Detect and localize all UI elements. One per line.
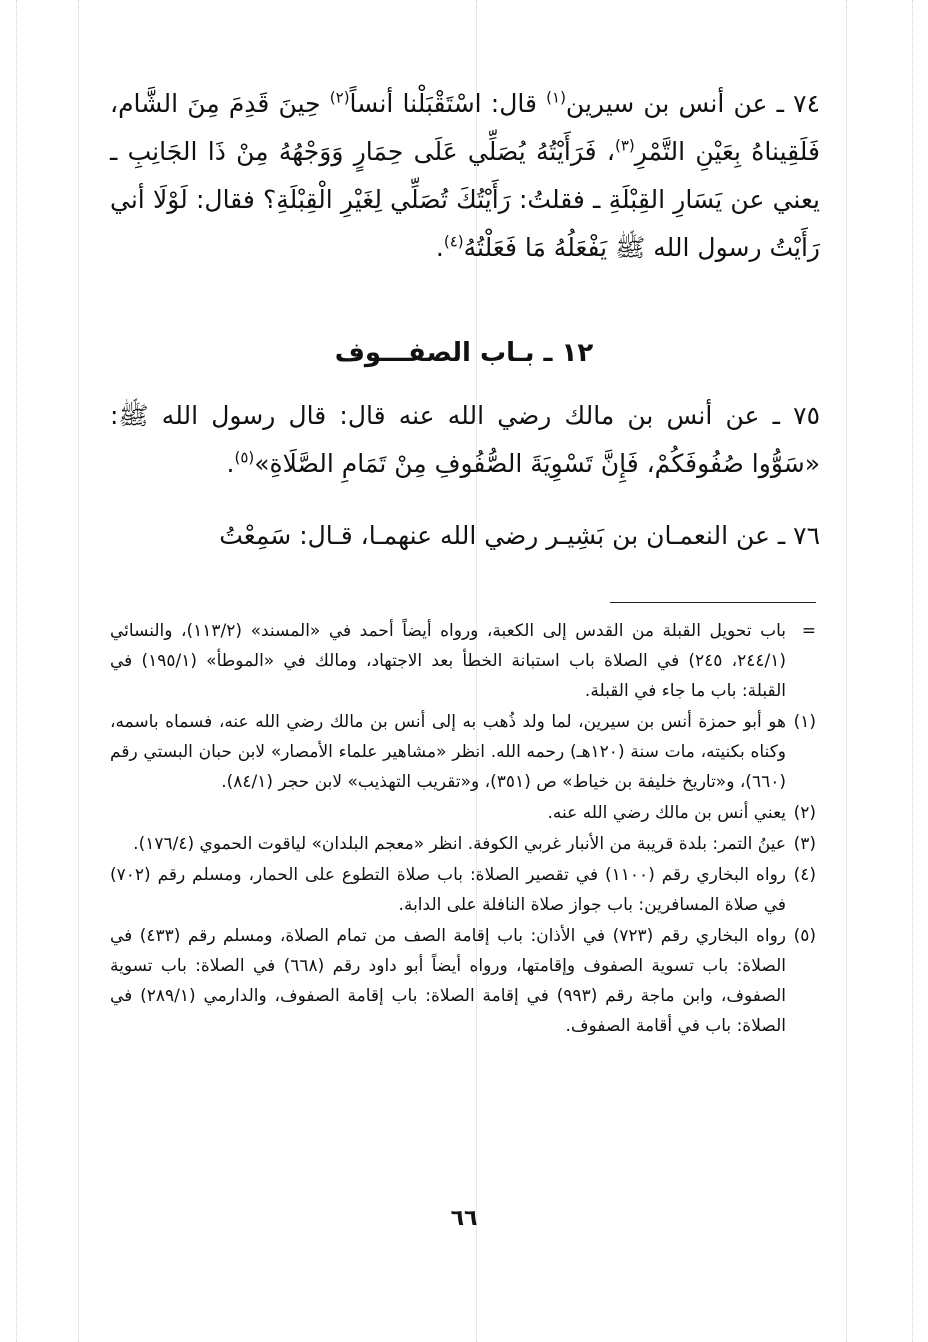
footnote-text: باب تحويل القبلة من القدس إلى الكعبة، ورواه أيضاً أحمد في «المسند» (١١٣/٢)، والنسائي (٢٤٤/١، ٢٤٥) في الصلاة باب استبانة الخطأ بعد الاجتهاد، ومالك في «الموطأ» (١٩٥/١) في القبلة: باب ما جاء في القبلة.: [110, 621, 786, 701]
footnote-mark: (٥): [793, 926, 816, 946]
hadith-75-text: ٧٥ ـ عن أنس بن مالك رضي الله عنه قال: قال رسول الله ﷺ: «سَوُّوا صُفُوفَكُمْ، فَإِنَّ تَسْوِيَةَ الصُّفُوفِ مِنْ تَمَامِ الصَّلَاةِ»: [110, 401, 820, 478]
scan-dotted-line: [78, 0, 79, 1342]
footnote-2: [110, 798, 816, 828]
footnote-3: [110, 829, 816, 859]
scan-dotted-line: [846, 0, 847, 1342]
footnote-5: [110, 921, 816, 1041]
footnote-4: [110, 860, 816, 920]
hadith-74-text: ٧٤ ـ عن أنس بن سيرين: [565, 89, 820, 118]
footnote-ref-2[interactable]: (٢): [329, 88, 350, 107]
footnote-continuation: [110, 616, 816, 706]
footnote-1: [110, 707, 816, 797]
footnote-mark: (١): [793, 712, 816, 732]
hadith-74-text: قال: اسْتَقْبَلْنا أنساً: [349, 89, 547, 118]
footnote-mark: =: [801, 621, 816, 641]
page-number: ٦٦: [450, 1206, 478, 1231]
footnotes-list: [110, 616, 816, 1042]
footnote-text: هو أبو حمزة أنس بن سيرين، لما ولد ذُهب به إلى أنس بن مالك رضي الله عنه، فسماه باسمه، وكناه بكنيته، مات سنة (١٢٠هـ) رحمه الله. انظر «مشاهير علماء الأمصار» لابن حبان البستي رقم (٦٦٠)، و«تاريخ خليفة بن خياط» ص (٣٥١)، و«تقريب التهذيب» لابن حجر (٨٤/١).: [110, 712, 786, 792]
footnote-mark: (٢): [793, 803, 816, 823]
footnote-text: عينُ التمر: بلدة قريبة من الأنبار غربي الكوفة. انظر «معجم البلدان» لياقوت الحموي (١٧٦/٤).: [133, 834, 786, 854]
footnote-ref-1[interactable]: (١): [546, 88, 566, 107]
footnote-ref-5[interactable]: (٥): [234, 448, 255, 467]
footnote-mark: (٤): [793, 865, 816, 885]
scan-dotted-line: [912, 0, 913, 1342]
hadith-75-text: .: [226, 449, 235, 478]
hadith-74-text: ، فَرَأَيْتُهُ يُصَلِّي عَلَى حِمَارٍ وَوَجْهُهُ مِنْ ذَا الجَانِبِ ـ يعني عن يَسَارِ القِبْلَةِ ـ فقلتُ: رَأَيْتُكَ تُصَلِّي لِغَيْرِ الْقِبْلَةِ؟ فقال: لَوْلَا أني رَأَيْتُ رسول الله ﷺ يَفْعَلُهُ مَا فَعَلْتُهُ: [110, 137, 820, 262]
footnote-mark: (٣): [793, 834, 816, 854]
section-title: ١٢ ـ بـاب الصفـــوف: [334, 338, 594, 368]
footnote-text: يعني أنس بن مالك رضي الله عنه.: [547, 803, 786, 823]
footnote-text: رواه البخاري رقم (٧٢٣) في الأذان: باب إقامة الصف من تمام الصلاة، ومسلم رقم (٤٣٣) في الصلاة: باب تسوية الصفوف وإقامتها، ورواه أيضاً أبو داود رقم (٦٦٨) في الصلاة: باب تسوية الصفوف، وابن ماجة رقم (٩٩٣) في إقامة الصلاة: باب إقامة الصفوف، والدارمي (٢٨٩/١) في الصلاة: باب في أقامة الصفوف.: [110, 926, 786, 1036]
footnote-ref-4[interactable]: (٤): [443, 232, 464, 251]
hadith-74-text: .: [435, 233, 444, 262]
hadith-76-text: ٧٦ ـ عن النعمـان بن بَشِيـر رضي الله عنهمـا، قـال: سَمِعْتُ: [219, 521, 820, 550]
footnote-ref-3[interactable]: (٣): [614, 136, 635, 155]
hadith-74-text: حِينَ قَدِمَ مِنَ الشَّام، فَلَقِيناهُ بِعَيْنِ التَّمْرِ: [110, 89, 820, 166]
footnote-text: رواه البخاري رقم (١١٠٠) في تقصير الصلاة: باب صلاة التطوع على الحمار، ومسلم رقم (٧٠٢) في صلاة المسافرين: باب جواز صلاة النافلة على الدابة.: [110, 865, 786, 915]
footnote-divider: [610, 602, 816, 603]
scan-dotted-line: [16, 0, 17, 1342]
hadith-75-paragraph: [110, 392, 820, 488]
hadith-74-paragraph: [110, 80, 820, 272]
hadith-76-paragraph: [110, 512, 820, 560]
